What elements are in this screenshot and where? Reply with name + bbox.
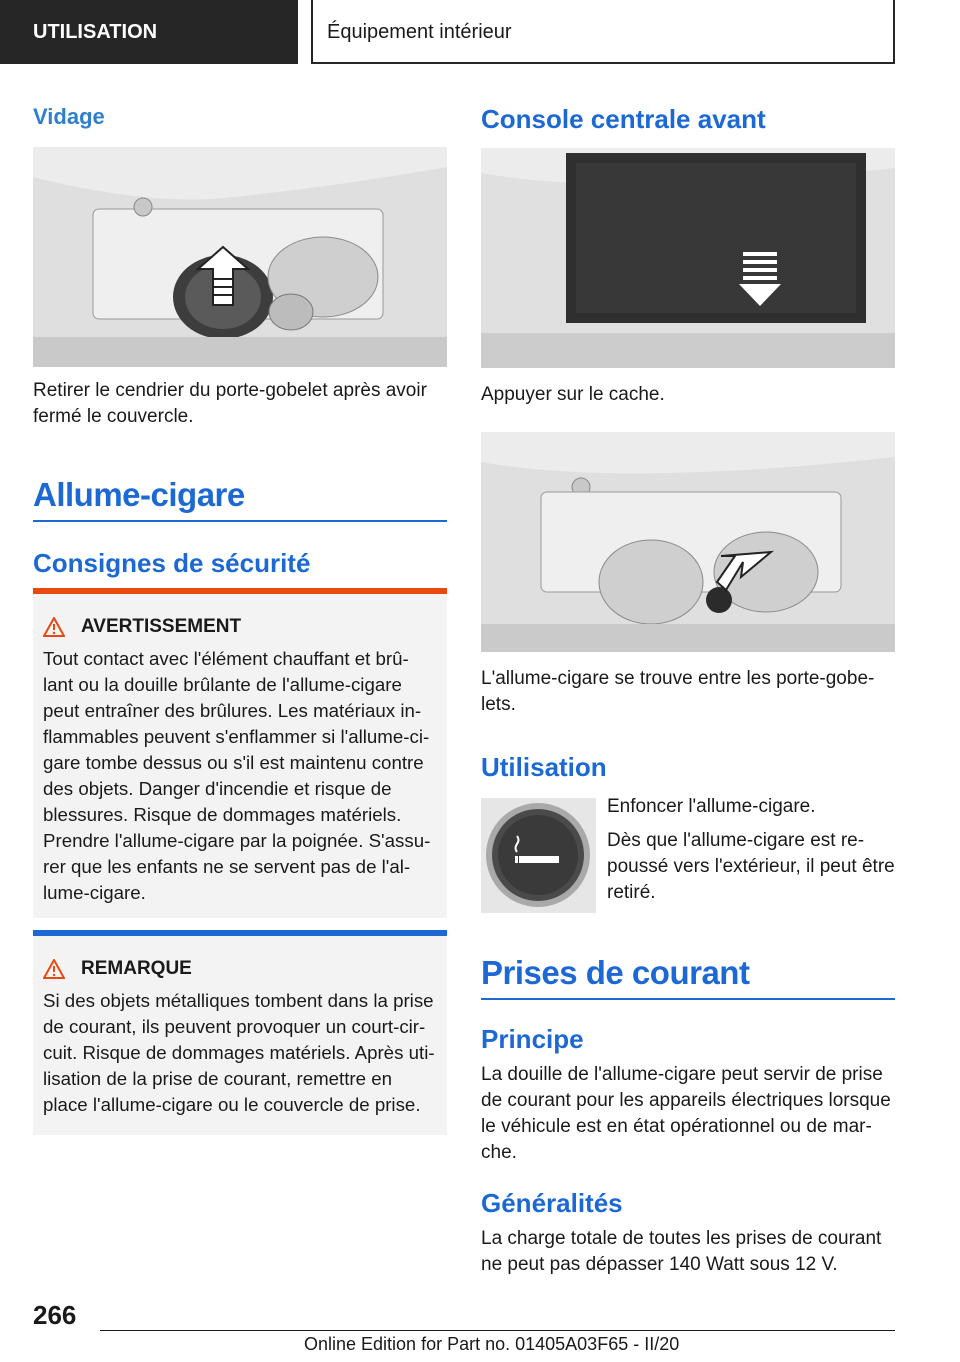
generalites-text: La charge totale de toutes les prises de courant ne peut pas dépasser 140 Watt sous 12 V. (481, 1228, 882, 1275)
utilisation-step1: Enfoncer l'allume-cigare. (607, 796, 816, 817)
principe-heading: Principe (481, 1024, 584, 1054)
console-heading: Console centrale avant (481, 104, 766, 134)
lighter-button-figure (481, 798, 596, 913)
chapter-tab (311, 0, 895, 64)
generalites-heading: Généralités (481, 1188, 623, 1218)
prises-heading-wrap (481, 954, 895, 1000)
prises-heading: Prises de courant (481, 954, 750, 991)
utilisation-heading: Utilisation (481, 752, 607, 782)
warning-title (43, 616, 437, 638)
location-caption: L'allume-cigare se trouve entre les porte-gobe-lets. (481, 668, 875, 715)
warning-text: Tout contact avec l'élément chauffant et brû-lant ou la douille brûlante de l'allume-cigare peut entraîner des brûlures. Les matériaux in-flammables peuvent s'enflammer si l'allume-ci-gare tombe dessus ou s'il est maintenu contre des objets. Danger d'incendie et risque de blessures. Risque de dommages matériels. Prendre l'allume-cigare par la poignée. S'assu-rer que les enfants ne se servent pas de l'al-lume-cigare. (43, 648, 431, 903)
ashtray-figure (33, 147, 447, 367)
allume-heading: Allume-cigare (33, 476, 245, 513)
note-box (33, 930, 447, 1135)
utilisation-step2: Dès que l'allume-cigare est re-poussé vers l'extérieur, il peut être retiré. (607, 830, 895, 903)
allume-heading-wrap (33, 476, 447, 522)
vidage-heading: Vidage (33, 104, 105, 129)
edition-label: Online Edition for Part no. 01405A03F65 - II/20 (304, 1334, 680, 1354)
page-header (0, 0, 895, 66)
consignes-heading: Consignes de sécurité (33, 548, 311, 578)
console-caption: Appuyer sur le cache. (481, 384, 665, 405)
lighter-location-illustration (481, 432, 895, 652)
principe-text: La douille de l'allume-cigare peut servir de prise de courant pour les appareils électriques lorsque le véhicule est en état opérationnel ou de mar-che. (481, 1064, 891, 1163)
console-figure (481, 148, 895, 368)
page-number: 266 (33, 1300, 77, 1330)
utilisation-text (607, 794, 897, 906)
warning-triangle-icon (43, 959, 65, 979)
lighter-location-figure (481, 432, 895, 652)
cigarette-lighter-icon (481, 798, 596, 913)
note-label: REMARQUE (81, 958, 192, 979)
section-tab: UTILISATION (0, 0, 298, 64)
warning-triangle-icon (43, 617, 65, 637)
note-title (43, 958, 437, 980)
ashtray-illustration (33, 147, 447, 367)
footer-rule (100, 1330, 895, 1331)
warning-box (33, 588, 447, 918)
warning-label: AVERTISSEMENT (81, 616, 242, 637)
vidage-caption: Retirer le cendrier du porte-gobelet après avoir fermé le couvercle. (33, 380, 427, 427)
console-cover-illustration (481, 148, 895, 368)
note-text: Si des objets métalliques tombent dans la prise de courant, ils peuvent provoquer un court-cir-cuit. Risque de dommages matériels. Après uti-lisation de la prise de courant, remettre en place l'allume-cigare ou le couvercle de prise. (43, 990, 435, 1115)
chapter-label: Équipement intérieur (327, 21, 512, 43)
